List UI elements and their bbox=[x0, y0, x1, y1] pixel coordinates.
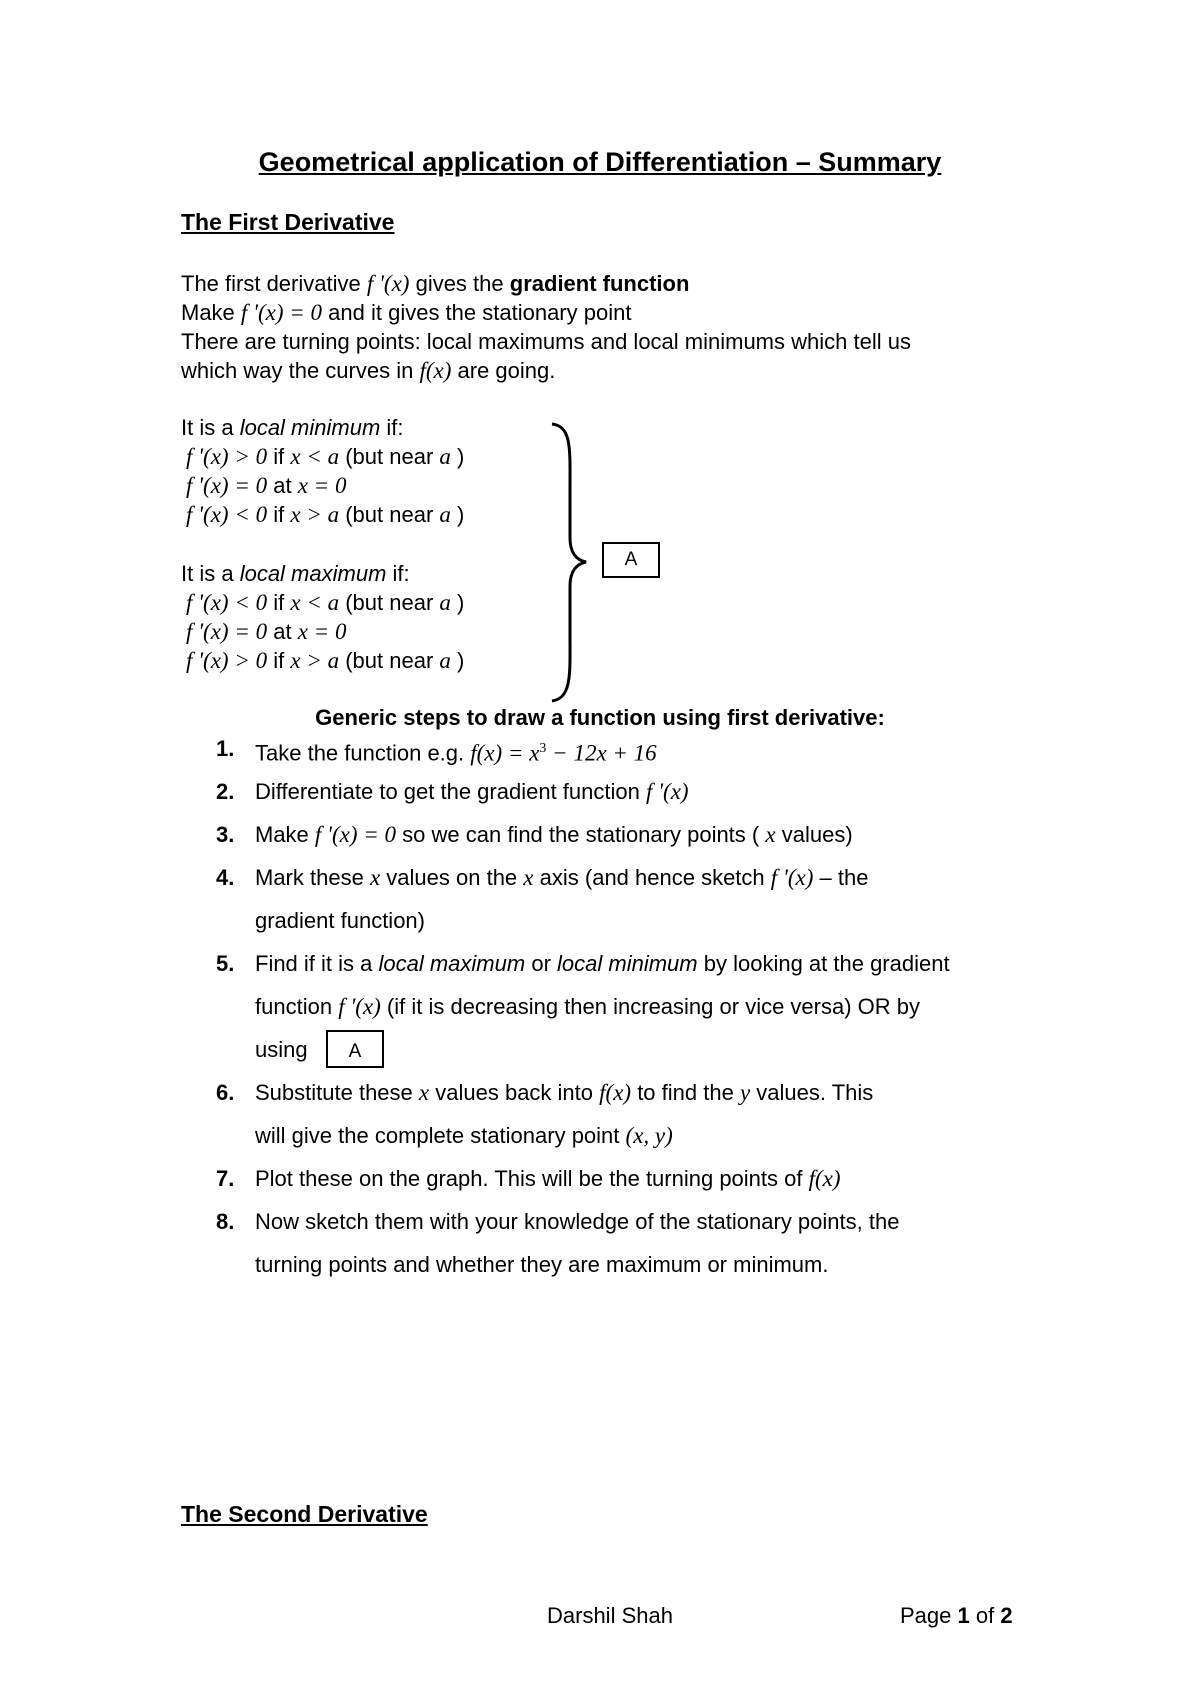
local-maximum-lead: It is a local maximum if: bbox=[181, 561, 410, 586]
page-title: Geometrical application of Differentiation – Summary bbox=[258, 147, 942, 177]
min-condition-row: f '(x) < 0 if x > a (but near a ) bbox=[186, 502, 465, 527]
intro-line-2: Make f '(x) = 0 and it gives the stationary point bbox=[181, 300, 632, 325]
local-minimum-lead: It is a local minimum if: bbox=[181, 415, 404, 440]
document-page: Geometrical application of Differentiation – Summary The First Derivative The first derivative f '(x) gives the gradient function Make f '(x) = 0 and it gives the stationary point There are turning points: local maximums and local minimums which tell us which way the curves in f(x) are going. It is a local minimum if: f '(x) > 0 if x < a (but near a ) f '(x) = 0 at x = 0 f '(x) < 0 if x > a (but near a ) It is a local maximum if: f '(x) < 0 if x < a (but near a ) f '(x) = 0 at x = 0 f '(x) > 0 if x > a (but near a ) A Generic steps to draw a function using first derivative: 1. Take the function e.g. $f(x) = x^3 - 12x + 16$ 2. Differentiate to get the gradient function f '(x) 3. Make f '(x) = 0 so we can find the stationary points ( x values) 4. Mark these x values on the x axis (and hence sketch f '(x) – the gradient function) 5. Find if it is a local maximum or local minimum by looking at the gradient function f '(x) (if it is decreasing then increasing or vice versa) OR by using A 6. Substitute these x values back into f(x) to find the y values. This will give the complete stationary point (x, y) 7. Plot these on the graph. This will be the turning points of f(x) 8. Now sketch them with your knowledge of the stationary points, the turning points and whether they are maximum or minimum. The Second Derivative Darshil Shah Page 1 of 2 bbox=[0, 0, 1200, 1698]
max-condition-row: f '(x) < 0 if x < a (but near a ) bbox=[186, 590, 465, 615]
intro-line-4: which way the curves in f(x) are going. bbox=[181, 358, 556, 383]
intro-line-3: There are turning points: local maximums and local minimums which tell us bbox=[181, 329, 911, 354]
footer-page-number: Page 1 of 2 bbox=[900, 1603, 1013, 1628]
curly-brace-icon bbox=[548, 420, 588, 705]
min-condition-row: f '(x) = 0 at x = 0 bbox=[186, 473, 347, 498]
label-box-a: A bbox=[326, 1030, 384, 1068]
max-condition-row: f '(x) > 0 if x > a (but near a ) bbox=[186, 648, 465, 673]
max-condition-row: f '(x) = 0 at x = 0 bbox=[186, 619, 347, 644]
section-heading-first-derivative: The First Derivative bbox=[181, 209, 395, 235]
section-heading-second-derivative: The Second Derivative bbox=[181, 1501, 428, 1527]
steps-heading: Generic steps to draw a function using first derivative: bbox=[315, 705, 885, 730]
label-box-a: A bbox=[602, 542, 660, 578]
footer-author: Darshil Shah bbox=[547, 1603, 673, 1628]
intro-line-1: The first derivative f '(x) gives the gradient function bbox=[181, 271, 690, 296]
min-condition-row: f '(x) > 0 if x < a (but near a ) bbox=[186, 444, 465, 469]
